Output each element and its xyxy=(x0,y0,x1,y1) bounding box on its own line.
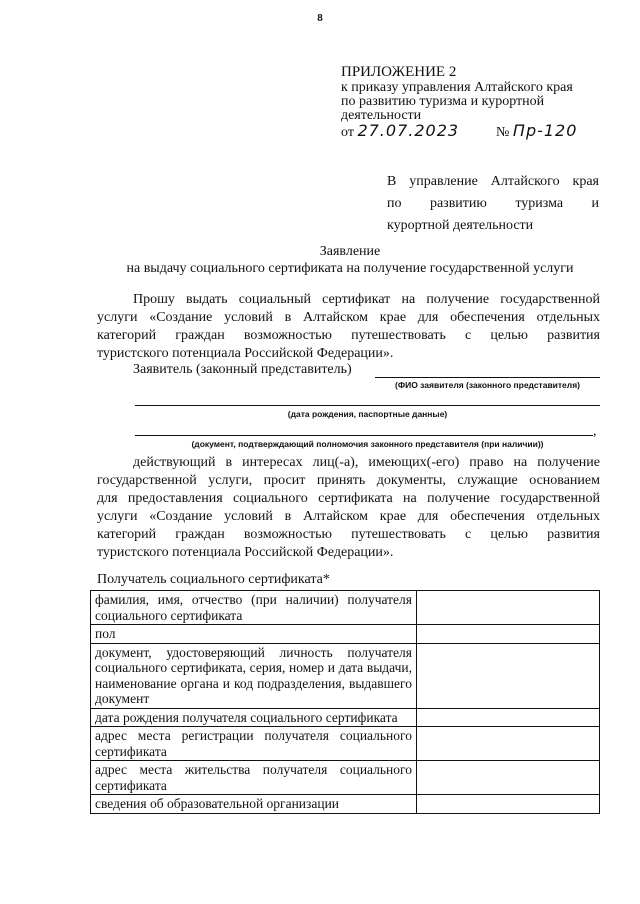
page-number: 8 xyxy=(317,12,323,24)
acting-line-6: туристского потенциала Российской Федерации». xyxy=(97,545,394,560)
table-row xyxy=(91,761,600,795)
recipient-table xyxy=(90,590,600,814)
request-line-1: Прошу выдать социальный сертификат на получение государственной xyxy=(133,292,600,307)
acting-line-1: действующий в интересах лиц(-а), имеющих(-его) право на получение xyxy=(133,455,600,470)
request-line-2: услуги «Создание условий в Алтайском крае для обеспечения отдельных xyxy=(97,310,600,325)
addressee-line-1: В управление Алтайского края xyxy=(387,174,599,189)
applicant-birth-line[interactable] xyxy=(135,405,600,406)
row-value-birth-date[interactable] xyxy=(416,708,599,727)
document-line-comma: , xyxy=(593,424,597,439)
request-line-4: туристского потенциала Российской Федерации». xyxy=(97,346,394,361)
recipient-table-title: Получатель социального сертификата* xyxy=(97,572,330,587)
annex-title: ПРИЛОЖЕНИЕ 2 xyxy=(341,64,457,80)
table-row xyxy=(91,795,600,814)
table-row xyxy=(91,643,600,708)
addressee-line-3: курортной деятельности xyxy=(387,218,534,233)
applicant-fio-line[interactable] xyxy=(375,377,600,378)
acting-line-3: для предоставления социального сертификата на получение государственной xyxy=(97,491,600,506)
annex-line-1: к приказу управления Алтайского края xyxy=(341,80,573,95)
table-row xyxy=(91,708,600,727)
caption-document: (документ, подтверждающий полномочия законного представителя (при наличии)) xyxy=(191,439,544,449)
applicant-document-line[interactable] xyxy=(135,435,593,436)
row-label-gender: пол xyxy=(91,625,417,644)
document-title: Заявление xyxy=(319,244,381,259)
acting-line-5: категорий граждан возможностью путешествовать с целью развития xyxy=(97,527,600,542)
acting-line-2: государственной услуги, просит принять документы, служащие основанием xyxy=(97,473,600,488)
addressee-line-2: по развитию туризма и xyxy=(387,196,599,211)
row-label-birth-date: дата рождения получателя социального сертификата xyxy=(91,708,417,727)
row-label-education-org: сведения об образовательной организации xyxy=(91,795,417,814)
row-value-residence-address[interactable] xyxy=(416,761,599,795)
row-label-fio: фамилия, имя, отчество (при наличии) получателя социального сертификата xyxy=(91,591,417,625)
acting-line-4: услуги «Создание условий в Алтайском крае для обеспечения отдельных xyxy=(97,509,600,524)
request-paragraph xyxy=(97,291,600,363)
row-label-id-document: документ, удостоверяющий личность получателя социального сертификата, серия, номер и дата выдачи, наименование органа и код подразделения, выдавшего документ xyxy=(91,643,417,708)
annex-block xyxy=(341,64,591,140)
annex-line-3: деятельности xyxy=(341,108,422,123)
row-label-registration-address: адрес места регистрации получателя социального сертификата xyxy=(91,727,417,761)
row-value-id-document[interactable] xyxy=(416,643,599,708)
annex-date-line xyxy=(341,121,591,140)
applicant-label: Заявитель (законный представитель) xyxy=(133,362,352,377)
addressee-block xyxy=(387,171,599,237)
row-value-fio[interactable] xyxy=(416,591,599,625)
row-label-residence-address: адрес места жительства получателя социального сертификата xyxy=(91,761,417,795)
caption-birth: (дата рождения, паспортные данные) xyxy=(287,409,448,419)
date-prefix: от xyxy=(341,125,354,140)
row-value-education-org[interactable] xyxy=(416,795,599,814)
acting-paragraph xyxy=(97,454,600,562)
row-value-registration-address[interactable] xyxy=(416,727,599,761)
table-row xyxy=(91,625,600,644)
table-row xyxy=(91,727,600,761)
number-prefix: № xyxy=(496,125,510,140)
request-line-3: категорий граждан возможностью путешествовать с целью развития xyxy=(97,328,600,343)
caption-fio: (ФИО заявителя (законного представителя) xyxy=(395,380,580,390)
handwritten-number: Пр-120 xyxy=(512,121,578,140)
table-row xyxy=(91,591,600,625)
document-subtitle: на выдачу социального сертификата на получение государственной услуги xyxy=(126,261,574,276)
annex-line-2: по развитию туризма и курортной xyxy=(341,94,545,109)
handwritten-date: 27.07.2023 xyxy=(357,121,460,140)
row-value-gender[interactable] xyxy=(416,625,599,644)
